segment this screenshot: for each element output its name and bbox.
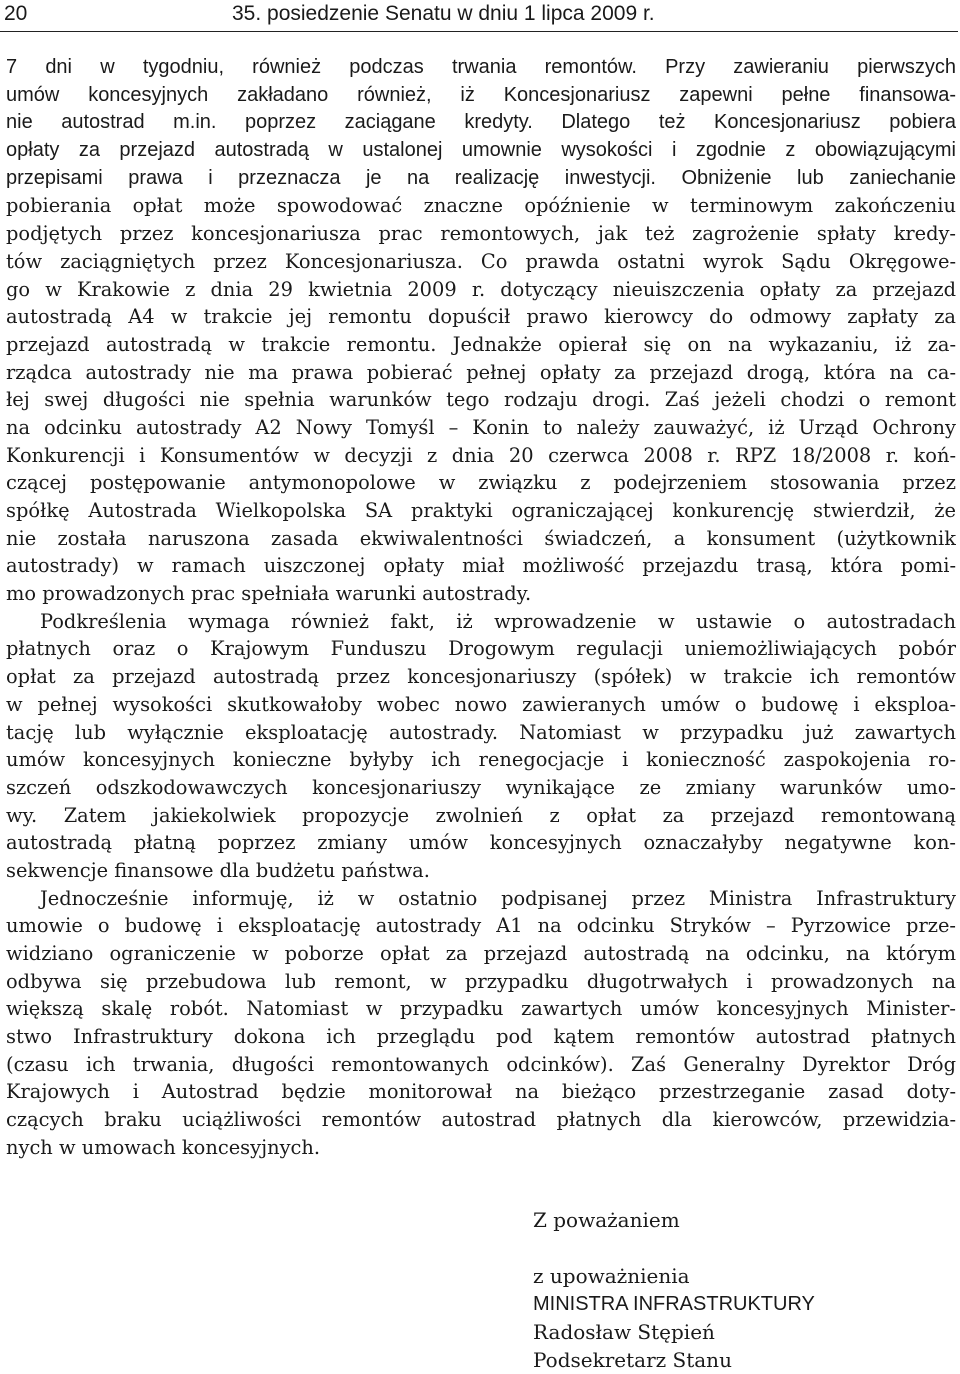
body-line: Konkurencji i Konsumentów w decyzji z dnia 20 czerwca 2008 r. RPZ 18/2008 r. koń-	[6, 443, 956, 467]
body-line: Jednocześnie informuję, iż w ostatnio podpisanej przez Ministra Infrastruktury	[40, 886, 956, 910]
signatory-title: Podsekretarz Stanu	[533, 1348, 732, 1372]
body-line: przepisami prawa i przeznacza je na realizację inwestycji. Obniżenie lub zaniechanie	[6, 166, 956, 189]
body-line: tację lub wyłącznie eksploatację autostrady. Natomiast w przypadku już zawartych	[6, 720, 956, 744]
body-line: opłaty za przejazd autostradą w ustalonej umownie wysokości i zgodnie z obowiązującymi	[6, 139, 956, 162]
body-line: czącej postępowanie antymonopolowe w związku z podejrzeniem stosowania przez	[6, 471, 956, 495]
body-line: płatnych oraz o Krajowym Funduszu Drogowym regulacji uniemożliwiających pobór	[6, 637, 956, 661]
body-line: nie autostrad m.in. poprzez zaciągane kredyty. Dlatego też Koncesjonariusz pobiera	[6, 111, 956, 134]
body-line: widziano ograniczenie w poborze opłat za przejazd autostradą na odcinku, na którym	[6, 942, 956, 965]
body-line: odbywa się przebudowa lub remont, w przypadku długotrwałych i prowadzonych na	[6, 969, 956, 993]
body-line: czących braku uciążliwości remontów autostrad płatnych dla kierowców, przewidzia-	[6, 1108, 956, 1132]
signatory-name: Radosław Stępień	[533, 1320, 715, 1344]
body-line: autostradą A4 w trakcie jej remontu dopuścił prawo kierowcy do odmowy zapłaty za	[6, 305, 956, 329]
body-line: wy. Zatem jakiekolwiek propozycje zwolnień z opłat za przejazd remontowaną	[6, 803, 956, 827]
body-line: (czasu ich trwania, długości remontowanych odcinków). Zaś Generalny Dyrektor Dróg	[6, 1052, 956, 1076]
body-line: Krajowych i Autostrad będzie monitorował na bieżąco przestrzeganie zasad doty-	[6, 1080, 956, 1104]
body-line: tów zaciągniętych przez Koncesjonariusza. Co prawda ostatni wyrok Sądu Okręgowe-	[6, 249, 956, 273]
body-line: autostradą płatną poprzez zmiany umów koncesyjnych oznaczałyby negatywne kon-	[6, 831, 956, 855]
body-line: sekwencje finansowe dla budżetu państwa.	[6, 858, 430, 882]
minister-line: MINISTRA INFRASTRUKTURY	[533, 1293, 815, 1315]
body-line: 7 dni w tygodniu, również podczas trwania remontów. Przy zawieraniu pierwszych	[6, 56, 956, 78]
body-line: stwo Infrastruktury dokona ich przeglądu pod kątem remontów autostrad płatnych	[6, 1025, 956, 1049]
body-line: umowie o budowę i eksploatację autostrady A1 na odcinku Stryków – Pyrzowice prze-	[6, 914, 956, 938]
header-rule	[0, 31, 958, 32]
body-line: pobierania opłat może spowodować znaczne opóźnienie w terminowym zakończeniu	[6, 194, 956, 218]
body-line: opłat za przejazd autostradą przez koncesjonariuszy (spółek) w trakcie ich remontów	[6, 665, 956, 689]
page-header	[0, 0, 960, 34]
body-line: łej swej długości nie spełnia warunków tego rodzaju drogi. Zaś jeżeli chodzi o remont	[6, 388, 956, 412]
body-line: w pełnej wysokości skutkowałoby wobec nowo zawieranych umów o budowę i eksploa-	[6, 692, 956, 716]
page-number: 20	[4, 2, 28, 25]
body-line: umów koncesyjnych konieczne byłyby ich renegocjacje i konieczność zaspokojenia ro-	[6, 748, 956, 772]
body-line: nych w umowach koncesyjnych.	[6, 1135, 321, 1159]
authority-line: z upoważnienia	[533, 1264, 690, 1288]
body-line: spółkę Autostrada Wielkopolska SA praktyki ograniczającej konkurencję stwierdził, że	[6, 499, 956, 522]
body-line: rządca autostrady nie ma prawa pobierać pełnej opłaty za przejazd drogą, która na ca-	[6, 360, 956, 384]
body-line: autostrady) w ramach uiszczonej opłaty miał możliwość przejazdu trasą, która pomi-	[6, 554, 956, 578]
letter-body	[6, 54, 956, 1162]
body-line: szczeń odszkodowawczych koncesjonariuszy wynikające ze zmiany warunków umo-	[6, 775, 956, 799]
body-line: Podkreślenia wymaga również fakt, iż wprowadzenie w ustawie o autostradach	[40, 609, 956, 633]
body-line: podjętych przez koncesjonariusza prac remontowych, jak też zagrożenie spłaty kredy-	[6, 222, 956, 246]
body-line: przejazd autostradą w trakcie remontu. Jednakże opierał się on na wykazaniu, iż za-	[6, 332, 956, 356]
body-line: nie została naruszona zasada ekwiwalentności świadczeń, a konsument (użytkownik	[6, 526, 956, 550]
salutation: Z poważaniem	[533, 1208, 680, 1232]
body-line: większą skalę robót. Natomiast w przypadku zawartych umów koncesyjnych Minister-	[6, 997, 956, 1021]
body-line: umów koncesyjnych zakładano również, iż Koncesjonariusz zapewni pełne finansowa-	[6, 83, 956, 106]
body-line: na odcinku autostrady A2 Nowy Tomyśl – Konin to należy zauważyć, iż Urząd Ochrony	[6, 415, 956, 439]
body-line: go w Krakowie z dnia 29 kwietnia 2009 r. dotyczący nieuiszczenia opłaty za przejazd	[6, 277, 956, 301]
body-line: mo prowadzonych prac spełniała warunki autostrady.	[6, 582, 532, 606]
running-title: 35. posiedzenie Senatu w dniu 1 lipca 2009 r.	[232, 2, 655, 25]
